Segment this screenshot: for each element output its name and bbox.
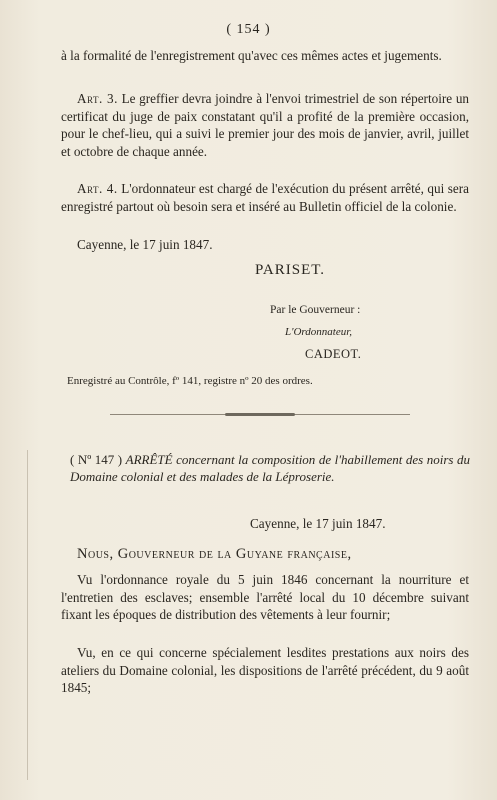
arrete-title: ARRÊTÉ concernant la composition de l'habillement des noirs du Domaine colonial et des malades de la Léproserie. (70, 452, 471, 484)
paragraph-continuation (61, 47, 469, 65)
vu-2-text: Vu, en ce qui concerne spécialement lesdites prestations aux noirs des ateliers du Domaine colonial, les dispositions de l'arrêté précédent, du 9 août 1845; (61, 645, 469, 695)
cadeot-name: CADEOT. (305, 347, 362, 361)
page-number: ( 154 ) (226, 22, 271, 37)
par-le-gouverneur: Par le Gouverneur : (270, 304, 361, 316)
signer-name: PARISET. (254, 262, 326, 278)
nous-line (77, 546, 469, 564)
vu-1-text: Vu l'ordonnance royale du 5 juin 1846 concernant la nourriture et l'entretien des esclaves; ensemble l'arrêté local du 10 décembre suivant fixant les époques de distribution des vêtements à leur fournir; (61, 572, 469, 622)
ordonnateur-title: L'Ordonnateur, (285, 326, 353, 338)
article-4 (61, 180, 469, 215)
article-4-text: L'ordonnateur est chargé de l'exécution du présent arrêté, qui sera enregistré partout où besoin sera et inséré au Bulletin officiel de la colonie. (61, 181, 470, 214)
vu-1 (61, 571, 469, 624)
article-4-label: Art. 4. (77, 181, 118, 196)
article-3-label: Art. 3. (77, 91, 118, 106)
section-divider (110, 414, 410, 415)
nous-text: Nous, Gouverneur de la Guyane française, (77, 546, 352, 562)
continuation-text: à la formalité de l'enregistrement qu'avec ces mêmes actes et jugements. (61, 48, 442, 63)
article-3 (61, 90, 469, 160)
vu-2 (61, 644, 469, 697)
date-2: Cayenne, le 17 juin 1847. (250, 516, 386, 531)
date-1: Cayenne, le 17 juin 1847. (77, 237, 213, 252)
date-line-1 (61, 236, 469, 254)
article-3-text: Le greffier devra joindre à l'envoi trimestriel de son répertoire un certificat du juge de paix constatant qu'il a profité de la première occasion, pour le chef-lieu, qui a suivi le premier jour des mois de janvier, avril, juillet et octobre de chaque année. (61, 91, 470, 159)
margin-line (27, 450, 28, 780)
registration-note: Enregistré au Contrôle, fº 141, registre nº 20 des ordres. (67, 375, 313, 387)
arrete-number: ( Nº 147 ) (70, 452, 123, 467)
arrete-heading (70, 451, 470, 485)
